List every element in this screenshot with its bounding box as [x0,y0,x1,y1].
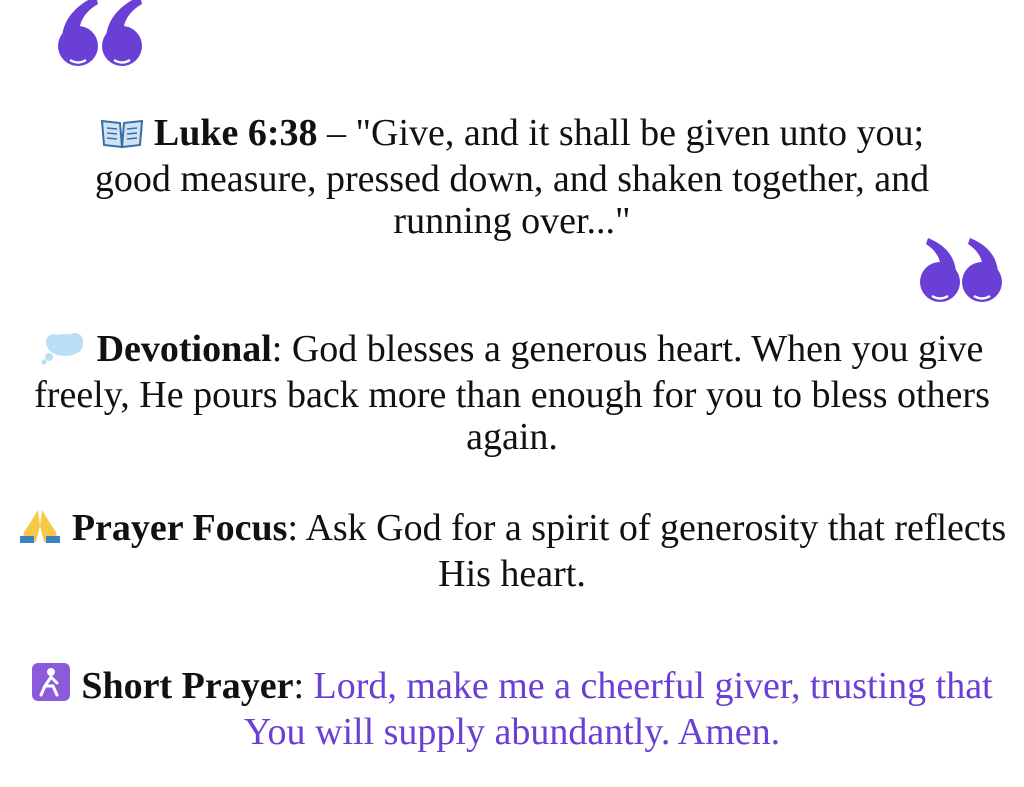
devotional-text: God blesses a generous heart. When you give freely, He pours back more than enough for you to bless others again. [34,328,990,458]
verse-block [0,112,1024,242]
verse-dash: – [317,112,356,154]
close-quote-icon [918,234,1006,306]
devotional-block [0,328,1024,458]
thought-bubble-icon [41,331,87,374]
short-prayer-block [0,662,1024,753]
short-prayer-text: Lord, make me a cheerful giver, trusting that You will supply abundantly. Amen. [243,665,993,753]
prayer-focus-text: Ask God for a spirit of generosity that reflects His heart. [305,507,1007,595]
prayer-focus-label: Prayer Focus [71,507,288,549]
prayer-focus-block [0,506,1024,595]
devotional-label: Devotional [96,328,272,370]
open-book-icon [100,116,144,158]
folded-hands-icon [18,506,62,553]
short-prayer-label: Short Prayer [81,665,294,707]
verse-reference: Luke 6:38 [153,112,318,154]
short-prayer-separator: : [293,665,314,707]
verse-text: "Give, and it shall be given unto you; good measure, pressed down, and shaken together, and running over..." [94,112,930,242]
prayer-focus-separator: : [287,507,306,549]
open-quote-icon [56,0,146,70]
person-kneeling-icon [31,662,71,711]
devotional-separator: : [271,328,292,370]
